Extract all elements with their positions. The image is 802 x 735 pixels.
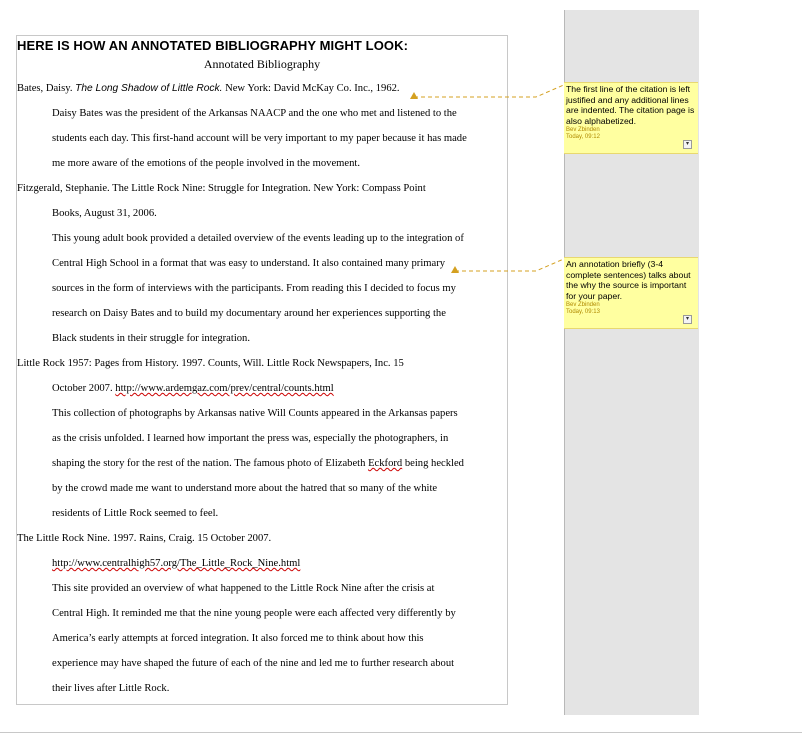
annotation-line: experience may have shaped the future of each of the nine and led me to further research about (52, 658, 455, 669)
citation-link[interactable]: http://www.ardemgaz.com/prev/central/counts.html (115, 383, 334, 394)
annotation-line: Daisy Bates was the president of the Arkansas NAACP and the one who met and listened to the (52, 108, 457, 119)
annotation-line: as the crisis unfolded. I learned how important the press was, especially the photographers, in (52, 433, 449, 444)
comment-time: Today, 09:13 (566, 309, 600, 315)
comment-2[interactable] (564, 257, 698, 329)
annotation-line: Central High School in a format that was easy to understand. It also contained many primary (52, 258, 446, 269)
comment-1[interactable] (564, 82, 698, 154)
comment-author: Bev Zbinden (566, 127, 600, 133)
citation-link[interactable]: http://www.centralhigh57.org/The_Little_Rock_Nine.html (52, 558, 301, 569)
annotation-line: me more aware of the emotions of the people involved in the movement. (52, 158, 361, 169)
citation-title: The Long Shadow of Little Rock. (75, 83, 223, 94)
annotation-line: This young adult book provided a detailed overview of the events leading up to the integration of (52, 233, 464, 244)
comment-menu-icon[interactable]: ▾ (683, 140, 692, 149)
citation-continuation (52, 557, 300, 571)
annotation-line: residents of Little Rock seemed to feel. (52, 508, 219, 519)
annotation-line: research on Daisy Bates and to build my documentary around her experiences supporting the (52, 308, 446, 319)
citation-bates (17, 82, 400, 96)
citation-date: October 2007. (52, 383, 116, 394)
document-subtitle: Annotated Bibliography (203, 57, 321, 71)
annotation-line: by the crowd made me want to understand more about the hatred that so many of the white (52, 483, 438, 494)
annotation-line: Black students in their struggle for integration. (52, 333, 251, 344)
annotation-line: students each day. This first-hand account will be very important to my paper because it has made (52, 133, 467, 144)
misspelled-word: Eckford (368, 458, 403, 469)
annotation-line: Central High. It reminded me that the nine young people were each affected very differently by (52, 608, 456, 619)
comment-author: Bev Zbinden (566, 302, 600, 308)
annotation-line: their lives after Little Rock. (52, 683, 170, 694)
citation-author: Bates, Daisy. (17, 83, 76, 94)
citation-continuation: Books, August 31, 2006. (52, 208, 157, 219)
comment-text: An annotation briefly (3-4 complete sentences) talks about the why the source is important for your paper. (566, 259, 691, 301)
citation-continuation (52, 382, 334, 396)
annotation-line: America’s early attempts at forced integration. It also forced me to think about how this (52, 633, 424, 644)
citation-fitzgerald: Fitzgerald, Stephanie. The Little Rock Nine: Struggle for Integration. New York: Compass Point (17, 183, 426, 194)
comment-text: The first line of the citation is left justified and any additional lines are indented. The citation page is also alphabetized. (566, 84, 695, 126)
annotation-text: being heckled (402, 458, 464, 469)
annotation-text: shaping the story for the rest of the nation. The famous photo of Elizabeth (52, 458, 369, 469)
comment-time: Today, 09:12 (566, 134, 600, 140)
annotation-line: sources in the form of interviews with the participants. From reading this I decided to focus my (52, 283, 456, 294)
document-heading: HERE IS HOW AN ANNOTATED BIBLIOGRAPHY MIGHT LOOK: (17, 38, 409, 53)
citation-little-rock-1957: Little Rock 1957: Pages from History. 1997. Counts, Will. Little Rock Newspapers, Inc. 15 (17, 358, 404, 369)
annotation-line: This collection of photographs by Arkansas native Will Counts appeared in the Arkansas papers (52, 408, 458, 419)
citation-little-rock-nine: The Little Rock Nine. 1997. Rains, Craig. 15 October 2007. (17, 533, 272, 544)
citation-publisher: New York: David McKay Co. Inc., 1962. (222, 83, 400, 94)
annotation-line (52, 457, 464, 471)
bottom-divider (0, 732, 802, 733)
comment-menu-icon[interactable]: ▾ (683, 315, 692, 324)
annotation-line: This site provided an overview of what happened to the Little Rock Nine after the crisis at (52, 583, 435, 594)
